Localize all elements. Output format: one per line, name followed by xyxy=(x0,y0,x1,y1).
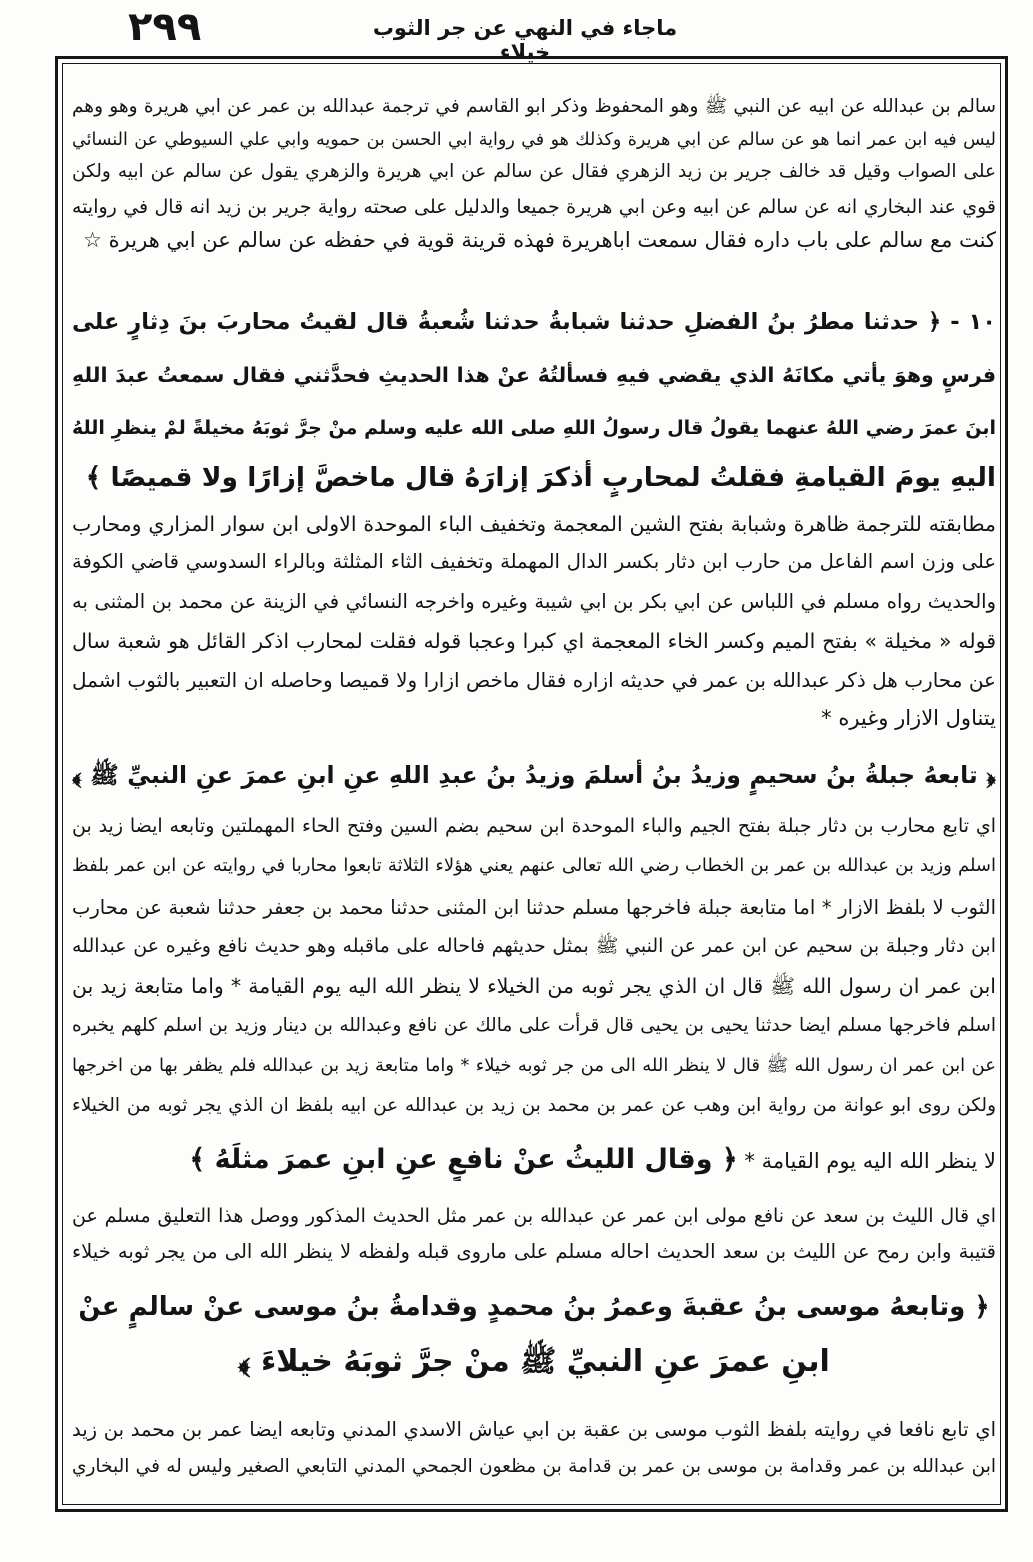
text-line: كنت مع سالم على باب داره فقال سمعت اباهريرة فهذه قرينة قوية في حفظه عن سالم عن ابي هريرة ☆ xyxy=(83,228,996,252)
text-line: قوي عند البخاري انه عن سالم عن ابيه وعن ابي هريرة جميعا والدليل على صحته رواية جرير بن زيد انه قال في روايته xyxy=(72,196,996,218)
page-number: ٢٩٩ xyxy=(128,4,202,50)
text-fragment: لا ينظر الله اليه يوم القيامة * xyxy=(744,1149,996,1173)
text-line: ابن عبدالله بن عمر وقدامة بن موسى بن عمر بن قدامة بن مظعون الجمحي المدني التابعي الصغير وليس له في البخاري xyxy=(72,1456,996,1477)
text-line: اي قال الليث بن سعد عن نافع مولى ابن عمر عن عبدالله بن عمر مثل الحديث المذكور ووصل هذا التعليق مسلم عن xyxy=(72,1205,996,1227)
hadith-line: اليهِ يومَ القيامةِ فقلتُ لمحاربٍ أذكرَ إزارَهُ قال ماخصَّ إزارًا ولا قميصًا ﴾ xyxy=(85,462,996,493)
hadith-line: ابنَ عمرَ رضي اللهُ عنهما يقولُ قال رسولُ اللهِ صلى الله عليه وسلم منْ جرَّ ثوبَهُ مخيلةً لمْ ينظرِ اللهُ xyxy=(72,417,996,439)
text-line: اسلم وزيد بن عبدالله بن عمر بن الخطاب رضي الله تعالى عنهم يعني هؤلاء الثلاثة تابعوا محاربا في روايته عن ابن عمر بلفظ xyxy=(72,855,996,876)
text-line: ابن عمر ان رسول الله ﷺ قال ان الذي يجر ثوبه من الخيلاء لا ينظر الله اليه يوم القيامة * واما متابعة زيد بن xyxy=(72,974,996,998)
hadith-text: ﴿ حدثنا مطرُ بنُ الفضلِ حدثنا شبابةُ حدثنا شُعبةُ قال لقيتُ محاربَ بنَ دِثارٍ على xyxy=(72,309,942,335)
text-line: ولكن روى ابو عوانة من رواية ابن وهب عن عمر بن محمد بن زيد بن عبدالله عن ابيه بلفظ ان الذي يجر ثوبه من الخيلاء xyxy=(72,1095,996,1116)
text-line: اي تابع محارب بن دثار جبلة بفتح الجيم والباء الموحدة ابن سحيم بضم السين وفتح الحاء المهملتين وتابعه ايضا زيد بن xyxy=(72,815,996,837)
laith-quote: ﴿ وقال الليثُ عنْ نافعٍ عنِ ابنِ عمرَ مثلَهُ ﴾ xyxy=(189,1144,738,1175)
mutaba-line: ﴿ تابعهُ جبلةُ بنُ سحيمٍ وزيدُ بنُ أسلمَ وزيدُ بنُ عبدِ اللهِ عنِ ابنِ عمرَ عنِ النبيِّ ﷺ ﴾ xyxy=(72,761,996,789)
text-line: مطابقته للترجمة ظاهرة وشبابة بفتح الشين المعجمة وتخفيف الباء الموحدة الاولى ابن سوار المزاري ومحارب xyxy=(72,512,996,536)
hadith-line xyxy=(72,298,996,346)
text-line: اي تابع نافعا في روايته بلفظ الثوب موسى بن عقبة بن ابي عياش الاسدي المدني وتابعه ايضا عمر بن محمد بن زيد xyxy=(72,1418,996,1441)
text-line: قوله « مخيلة » بفتح الميم وكسر الخاء المعجمة اي كبرا وعجبا قوله فقلت لمحارب اذكر القائل هو شعبة سال xyxy=(72,629,996,653)
text-line: الثوب لا بلفظ الازار * اما متابعة جبلة فاخرجها مسلم حدثنا ابن المثنى حدثنا محمد بن جعفر حدثنا شعبة عن محارب xyxy=(72,896,996,919)
text-line: ليس فيه ابن عمر انما هو عن سالم عن ابي هريرة وكذلك هو في رواية ابي الحسن بن حمويه وابي علي السيوطي عن النسائي xyxy=(72,130,996,150)
text-line: عن محارب هل ذكر عبدالله بن عمر في حديثه ازاره فقال ماخص ازارا ولا قميصا وحاصله ان التعبير بالثوب اشمل xyxy=(72,668,996,692)
text-line: والحديث رواه مسلم في اللباس عن ابي بكر بن ابي شيبة وغيره واخرجه النسائي في الزينة عن محمد بن المثنى به xyxy=(72,590,996,613)
text-line: ابن دثار وجبلة بن سحيم عن ابن عمر عن النبي ﷺ بمثل حديثهم فاحاله على ماقبله وهو حديث نافع وغيره عن عبدالله xyxy=(72,935,996,957)
hadith-line: فرسٍ وهوَ يأتي مكانَهُ الذي يقضي فيهِ فسألتُهُ عنْ هذا الحديثِ فحدَّثني فقال سمعتُ عبدَ اللهِ xyxy=(72,363,996,387)
text-line: اسلم فاخرجها مسلم ايضا حدثنا يحيى بن يحيى قال قرأت على مالك عن نافع وعبدالله بن دينار وزيد بن اسلم كلهم يخبره xyxy=(72,1015,996,1036)
text-line: يتناول الازار وغيره * xyxy=(821,706,996,730)
text-line: سالم بن عبدالله عن ابيه عن النبي ﷺ وهو المحفوظ وذكر ابو القاسم في ترجمة عبدالله بن عمر عن ابي هريرة وهو وهم xyxy=(72,96,996,117)
text-line: على وزن اسم الفاعل من حارب ابن دثار بكسر الدال المهملة وتخفيف الثاء المثلثة وبالراء السدوسي قاضي الكوفة xyxy=(72,550,996,573)
text-line: عن ابن عمر ان رسول الله ﷺ قال لا ينظر الله الى من جر ثوبه خيلاء * واما متابعة زيد بن عبدالله فلم يظفر بها من اخرجها xyxy=(72,1055,996,1076)
mutaba-line: ابنِ عمرَ عنِ النبيِّ ﷺ منْ جرَّ ثوبَهُ خيلاءَ ﴾ xyxy=(238,1344,830,1379)
running-title: ماجاء في النهي عن جر الثوب خيلاء xyxy=(372,16,678,64)
text-line: قتيبة وابن رمح عن الليث بن سعد الحديث احاله مسلم على ماروى قبله ولفظه لا ينظر الله الى من يجر ثوبه خيلاء xyxy=(72,1240,996,1263)
hadith-number: ١٠ - xyxy=(950,309,996,335)
mutaba-line: ﴿ وتابعهُ موسى بنُ عقبةَ وعمرُ بنُ محمدٍ وقدامةُ بنُ موسى عنْ سالمٍ عنْ xyxy=(78,1292,990,1322)
text-line: على الصواب وقيل قد خالف جرير بن زيد الزهري فقال عن سالم عن ابي هريرة والزهري يقول عن سالم عن ابيه ولكن xyxy=(72,161,996,182)
mixed-line xyxy=(72,1140,996,1181)
